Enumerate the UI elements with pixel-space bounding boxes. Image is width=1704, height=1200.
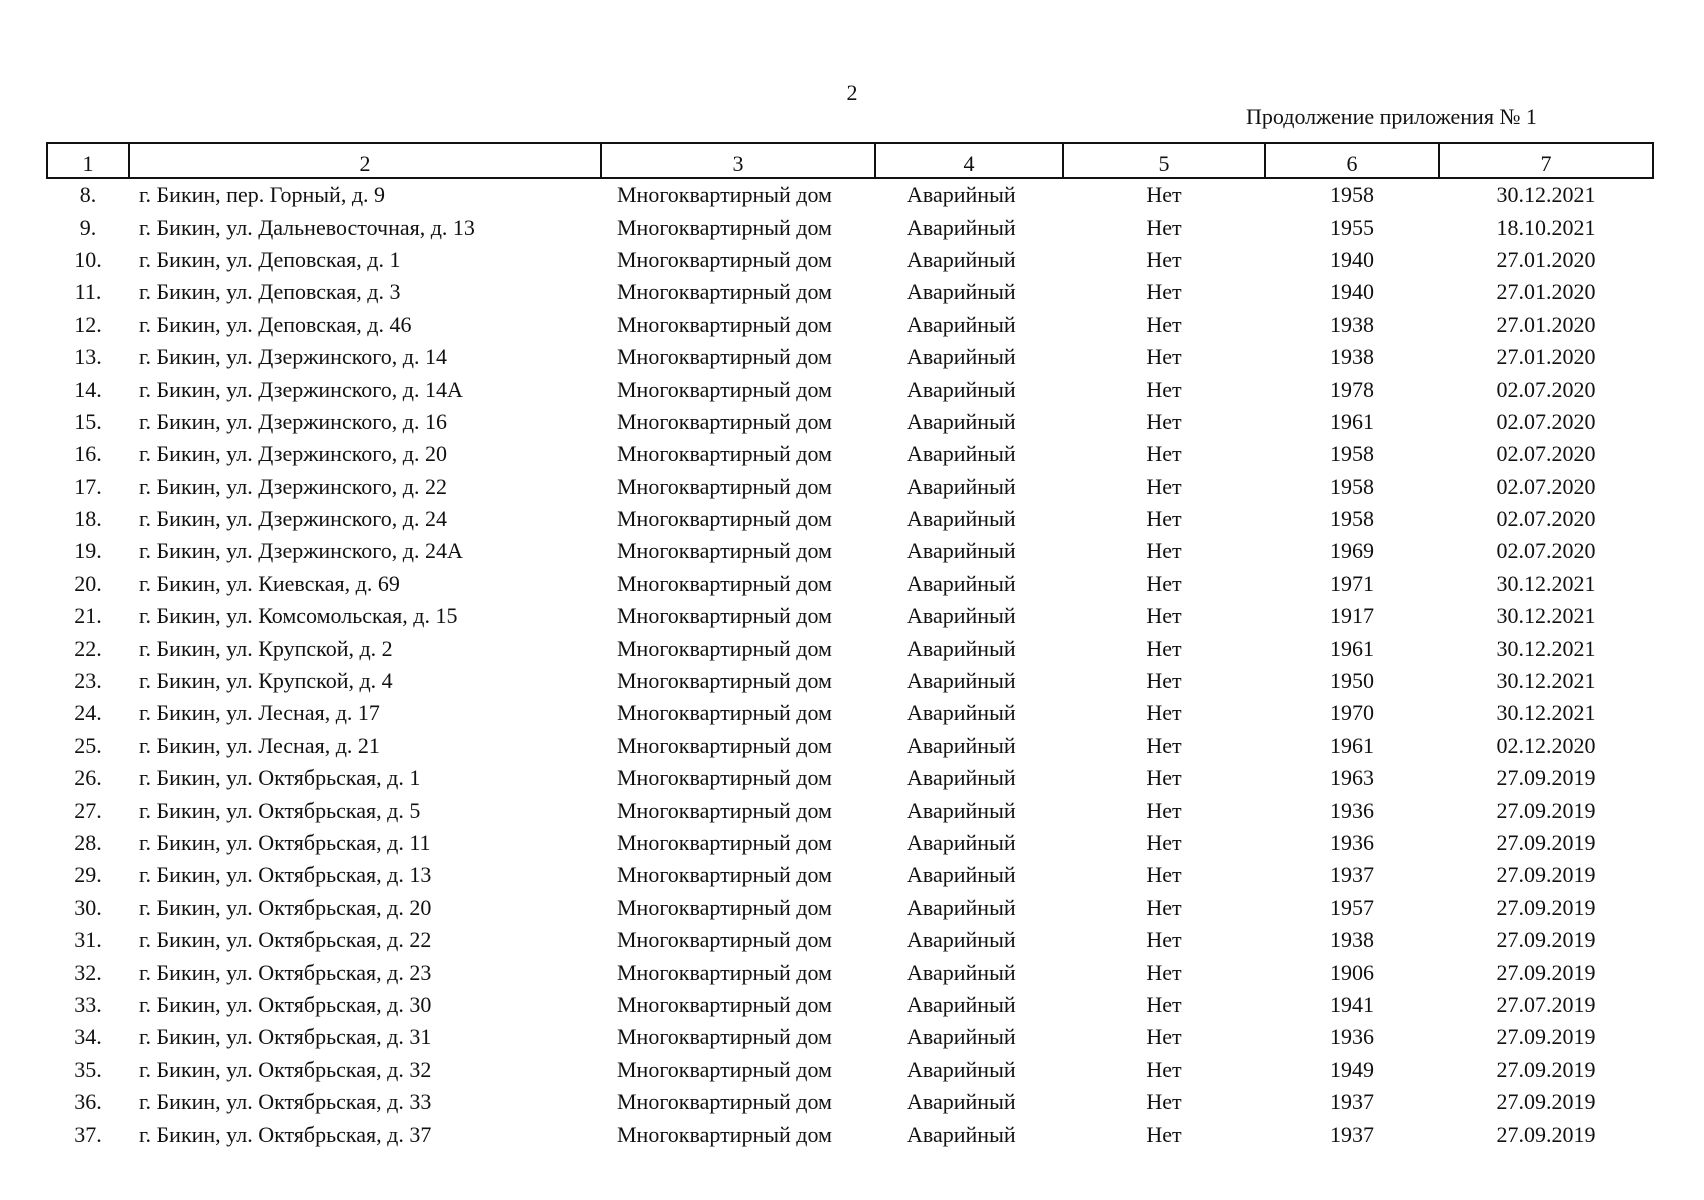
table-row <box>47 341 1653 373</box>
flag-cell: Нет <box>1146 603 1182 629</box>
row-number: 36. <box>74 1089 102 1115</box>
year-cell: 1955 <box>1330 214 1374 240</box>
date-cell: 02.07.2020 <box>1496 376 1596 402</box>
date-cell: 27.01.2020 <box>1496 246 1596 272</box>
flag-cell: Нет <box>1146 376 1182 402</box>
year-cell: 1961 <box>1330 408 1374 434</box>
object-type-cell: Многоквартирный дом <box>617 700 832 726</box>
object-type-cell: Многоквартирный дом <box>617 830 832 855</box>
table-row <box>47 859 1653 891</box>
table-row <box>47 244 1653 276</box>
flag-cell: Нет <box>1146 862 1182 888</box>
condition-cell: Аварийный <box>907 408 1016 434</box>
flag-cell: Нет <box>1146 797 1182 823</box>
year-cell: 1937 <box>1330 1121 1374 1147</box>
flag-cell: Нет <box>1146 570 1182 596</box>
address-cell: г. Бикин, ул. Деповская, д. 46 <box>139 311 412 337</box>
page-number: 2 <box>846 80 858 105</box>
date-cell: 27.09.2019 <box>1496 862 1596 888</box>
date-cell: 27.09.2019 <box>1496 959 1596 985</box>
year-cell: 1963 <box>1330 765 1374 791</box>
flag-cell: Нет <box>1146 279 1182 305</box>
column-header-3: 3 <box>601 143 875 178</box>
address-cell: г. Бикин, ул. Крупской, д. 2 <box>139 635 393 661</box>
address-cell: г. Бикин, ул. Деповская, д. 1 <box>139 246 401 272</box>
object-type-cell: Многоквартирный дом <box>617 182 832 208</box>
object-type-cell: Многоквартирный дом <box>617 506 832 532</box>
address-cell: г. Бикин, ул. Октябрьская, д. 32 <box>139 1056 432 1082</box>
year-cell: 1940 <box>1330 279 1374 305</box>
flag-cell: Нет <box>1146 538 1182 564</box>
object-type-cell: Многоквартирный дом <box>617 1056 832 1082</box>
object-type-cell: Многоквартирный дом <box>617 279 832 305</box>
date-cell: 30.12.2021 <box>1496 635 1596 661</box>
flag-cell: Нет <box>1146 246 1182 272</box>
appendix-continuation-label: Продолжение приложения № 1 <box>1246 104 1537 129</box>
address-cell: г. Бикин, ул. Дзержинского, д. 14 <box>139 344 447 370</box>
year-cell: 1978 <box>1330 376 1374 402</box>
date-cell: 27.09.2019 <box>1496 1056 1596 1082</box>
column-header-5: 5 <box>1063 143 1265 178</box>
object-type-cell: Многоквартирный дом <box>617 732 832 758</box>
row-number: 11. <box>74 279 102 305</box>
date-cell: 27.01.2020 <box>1496 344 1596 370</box>
date-cell: 27.09.2019 <box>1496 1024 1596 1050</box>
table-row <box>47 276 1653 308</box>
flag-cell: Нет <box>1146 182 1182 208</box>
table-row <box>47 373 1653 405</box>
table-row <box>47 924 1653 956</box>
flag-cell: Нет <box>1146 473 1182 499</box>
table-row <box>47 438 1653 470</box>
condition-cell: Аварийный <box>907 311 1016 337</box>
table-row <box>47 762 1653 794</box>
object-type-cell: Многоквартирный дом <box>617 668 832 694</box>
flag-cell: Нет <box>1146 765 1182 791</box>
flag-cell: Нет <box>1146 927 1182 953</box>
date-cell: 30.12.2021 <box>1496 182 1596 208</box>
table-header <box>47 143 1653 178</box>
address-cell: г. Бикин, ул. Крупской, д. 4 <box>139 668 393 694</box>
object-type-cell: Многоквартирный дом <box>617 1024 832 1050</box>
condition-cell: Аварийный <box>907 376 1016 402</box>
address-cell: г. Бикин, ул. Дальневосточная, д. 13 <box>139 214 475 240</box>
object-type-cell: Многоквартирный дом <box>617 1121 832 1147</box>
condition-cell: Аварийный <box>907 700 1016 726</box>
year-cell: 1937 <box>1330 862 1374 888</box>
year-cell: 1958 <box>1330 441 1374 467</box>
date-cell: 02.07.2020 <box>1496 441 1596 467</box>
row-number: 13. <box>74 344 102 370</box>
address-cell: г. Бикин, ул. Дзержинского, д. 22 <box>139 473 447 499</box>
flag-cell: Нет <box>1146 1121 1182 1147</box>
table-row <box>47 1054 1653 1086</box>
flag-cell: Нет <box>1146 668 1182 694</box>
date-cell: 30.12.2021 <box>1496 700 1596 726</box>
row-number: 24. <box>74 700 102 726</box>
year-cell: 1950 <box>1330 668 1374 694</box>
row-number: 15. <box>74 408 102 434</box>
table-row <box>47 632 1653 664</box>
row-number: 19. <box>74 538 102 564</box>
flag-cell: Нет <box>1146 408 1182 434</box>
row-number: 30. <box>74 894 102 920</box>
row-number: 18. <box>74 506 102 532</box>
year-cell: 1938 <box>1330 927 1374 953</box>
flag-cell: Нет <box>1146 506 1182 532</box>
condition-cell: Аварийный <box>907 279 1016 305</box>
condition-cell: Аварийный <box>907 732 1016 758</box>
condition-cell: Аварийный <box>907 830 1016 855</box>
object-type-cell: Многоквартирный дом <box>617 797 832 823</box>
date-cell: 27.09.2019 <box>1496 797 1596 823</box>
row-number: 34. <box>74 1024 102 1050</box>
condition-cell: Аварийный <box>907 991 1016 1017</box>
table-row <box>47 1086 1653 1118</box>
flag-cell: Нет <box>1146 1056 1182 1082</box>
row-number: 35. <box>74 1056 102 1082</box>
table-row <box>47 1118 1653 1150</box>
flag-cell: Нет <box>1146 311 1182 337</box>
flag-cell: Нет <box>1146 635 1182 661</box>
condition-cell: Аварийный <box>907 182 1016 208</box>
object-type-cell: Многоквартирный дом <box>617 927 832 953</box>
address-cell: г. Бикин, ул. Октябрьская, д. 23 <box>139 959 432 985</box>
condition-cell: Аварийный <box>907 927 1016 953</box>
flag-cell: Нет <box>1146 441 1182 467</box>
row-number: 22. <box>74 635 102 661</box>
row-number: 16. <box>74 441 102 467</box>
date-cell: 02.07.2020 <box>1496 538 1596 564</box>
flag-cell: Нет <box>1146 959 1182 985</box>
condition-cell: Аварийный <box>907 635 1016 661</box>
object-type-cell: Многоквартирный дом <box>617 376 832 402</box>
year-cell: 1969 <box>1330 538 1374 564</box>
flag-cell: Нет <box>1146 894 1182 920</box>
year-cell: 1936 <box>1330 1024 1374 1050</box>
houses-table-container <box>46 142 1652 1151</box>
object-type-cell: Многоквартирный дом <box>617 635 832 661</box>
date-cell: 27.09.2019 <box>1496 830 1596 855</box>
table-row <box>47 794 1653 826</box>
object-type-cell: Многоквартирный дом <box>617 473 832 499</box>
date-cell: 02.07.2020 <box>1496 408 1596 434</box>
address-cell: г. Бикин, ул. Октябрьская, д. 13 <box>139 862 432 888</box>
table-body <box>47 178 1653 1151</box>
condition-cell: Аварийный <box>907 506 1016 532</box>
year-cell: 1958 <box>1330 473 1374 499</box>
row-number: 37. <box>74 1121 102 1147</box>
year-cell: 1906 <box>1330 959 1374 985</box>
row-number: 27. <box>74 797 102 823</box>
table-row <box>47 471 1653 503</box>
address-cell: г. Бикин, пер. Горный, д. 9 <box>139 182 386 208</box>
condition-cell: Аварийный <box>907 765 1016 791</box>
date-cell: 02.12.2020 <box>1496 732 1596 758</box>
row-number: 31. <box>74 927 102 953</box>
address-cell: г. Бикин, ул. Дзержинского, д. 20 <box>139 441 447 467</box>
year-cell: 1936 <box>1330 797 1374 823</box>
date-cell: 27.09.2019 <box>1496 765 1596 791</box>
year-cell: 1917 <box>1330 603 1374 629</box>
table-row <box>47 697 1653 729</box>
address-cell: г. Бикин, ул. Деповская, д. 3 <box>139 279 401 305</box>
year-cell: 1936 <box>1330 830 1374 855</box>
date-cell: 30.12.2021 <box>1496 603 1596 629</box>
condition-cell: Аварийный <box>907 1089 1016 1115</box>
date-cell: 27.09.2019 <box>1496 1121 1596 1147</box>
object-type-cell: Многоквартирный дом <box>617 408 832 434</box>
object-type-cell: Многоквартирный дом <box>617 214 832 240</box>
object-type-cell: Многоквартирный дом <box>617 765 832 791</box>
row-number: 9. <box>79 214 97 240</box>
row-number: 32. <box>74 959 102 985</box>
address-cell: г. Бикин, ул. Комсомольская, д. 15 <box>139 603 458 629</box>
column-header-1: 1 <box>47 143 129 178</box>
table-row <box>47 892 1653 924</box>
table-row <box>47 1021 1653 1053</box>
year-cell: 1957 <box>1330 894 1374 920</box>
date-cell: 27.09.2019 <box>1496 894 1596 920</box>
year-cell: 1971 <box>1330 570 1374 596</box>
table-row <box>47 956 1653 988</box>
flag-cell: Нет <box>1146 344 1182 370</box>
flag-cell: Нет <box>1146 830 1182 855</box>
column-header-4: 4 <box>875 143 1063 178</box>
address-cell: г. Бикин, ул. Дзержинского, д. 14А <box>139 376 463 402</box>
address-cell: г. Бикин, ул. Дзержинского, д. 16 <box>139 408 447 434</box>
row-number: 26. <box>74 765 102 791</box>
row-number: 17. <box>74 473 102 499</box>
table-row <box>47 406 1653 438</box>
header-row <box>47 143 1653 178</box>
row-number: 29. <box>74 862 102 888</box>
date-cell: 27.01.2020 <box>1496 279 1596 305</box>
table-row <box>47 568 1653 600</box>
row-number: 33. <box>74 991 102 1017</box>
year-cell: 1937 <box>1330 1089 1374 1115</box>
object-type-cell: Многоквартирный дом <box>617 894 832 920</box>
object-type-cell: Многоквартирный дом <box>617 1089 832 1115</box>
year-cell: 1938 <box>1330 311 1374 337</box>
table-row <box>47 600 1653 632</box>
condition-cell: Аварийный <box>907 1121 1016 1147</box>
table-row <box>47 827 1653 859</box>
object-type-cell: Многоквартирный дом <box>617 959 832 985</box>
object-type-cell: Многоквартирный дом <box>617 538 832 564</box>
address-cell: г. Бикин, ул. Октябрьская, д. 11 <box>139 830 431 855</box>
condition-cell: Аварийный <box>907 603 1016 629</box>
condition-cell: Аварийный <box>907 862 1016 888</box>
table-row <box>47 503 1653 535</box>
condition-cell: Аварийный <box>907 441 1016 467</box>
table-row <box>47 989 1653 1021</box>
date-cell: 27.07.2019 <box>1496 991 1596 1017</box>
year-cell: 1938 <box>1330 344 1374 370</box>
address-cell: г. Бикин, ул. Киевская, д. 69 <box>139 570 400 596</box>
row-number: 8. <box>79 182 97 208</box>
row-number: 12. <box>74 311 102 337</box>
address-cell: г. Бикин, ул. Дзержинского, д. 24А <box>139 538 463 564</box>
year-cell: 1961 <box>1330 732 1374 758</box>
year-cell: 1961 <box>1330 635 1374 661</box>
date-cell: 02.07.2020 <box>1496 506 1596 532</box>
row-number: 25. <box>74 732 102 758</box>
table-row <box>47 535 1653 567</box>
column-header-2: 2 <box>129 143 601 178</box>
date-cell: 27.09.2019 <box>1496 927 1596 953</box>
condition-cell: Аварийный <box>907 473 1016 499</box>
year-cell: 1958 <box>1330 506 1374 532</box>
object-type-cell: Многоквартирный дом <box>617 246 832 272</box>
date-cell: 30.12.2021 <box>1496 570 1596 596</box>
object-type-cell: Многоквартирный дом <box>617 344 832 370</box>
table-row <box>47 730 1653 762</box>
condition-cell: Аварийный <box>907 797 1016 823</box>
condition-cell: Аварийный <box>907 668 1016 694</box>
column-header-6: 6 <box>1265 143 1439 178</box>
date-cell: 30.12.2021 <box>1496 668 1596 694</box>
condition-cell: Аварийный <box>907 538 1016 564</box>
houses-table <box>46 142 1654 1151</box>
object-type-cell: Многоквартирный дом <box>617 311 832 337</box>
address-cell: г. Бикин, ул. Октябрьская, д. 37 <box>139 1121 432 1147</box>
row-number: 10. <box>74 246 102 272</box>
flag-cell: Нет <box>1146 732 1182 758</box>
table-row <box>47 178 1653 211</box>
condition-cell: Аварийный <box>907 246 1016 272</box>
condition-cell: Аварийный <box>907 894 1016 920</box>
address-cell: г. Бикин, ул. Лесная, д. 17 <box>139 700 380 726</box>
object-type-cell: Многоквартирный дом <box>617 441 832 467</box>
column-header-7: 7 <box>1439 143 1653 178</box>
row-number: 21. <box>74 603 102 629</box>
address-cell: г. Бикин, ул. Дзержинского, д. 24 <box>139 506 447 532</box>
condition-cell: Аварийный <box>907 214 1016 240</box>
row-number: 23. <box>74 668 102 694</box>
address-cell: г. Бикин, ул. Октябрьская, д. 5 <box>139 797 421 823</box>
flag-cell: Нет <box>1146 700 1182 726</box>
date-cell: 02.07.2020 <box>1496 473 1596 499</box>
condition-cell: Аварийный <box>907 1056 1016 1082</box>
address-cell: г. Бикин, ул. Октябрьская, д. 33 <box>139 1089 432 1115</box>
address-cell: г. Бикин, ул. Лесная, д. 21 <box>139 732 380 758</box>
flag-cell: Нет <box>1146 991 1182 1017</box>
table-row <box>47 309 1653 341</box>
condition-cell: Аварийный <box>907 1024 1016 1050</box>
flag-cell: Нет <box>1146 1089 1182 1115</box>
address-cell: г. Бикин, ул. Октябрьская, д. 1 <box>139 765 421 791</box>
condition-cell: Аварийный <box>907 570 1016 596</box>
row-number: 14. <box>74 376 102 402</box>
address-cell: г. Бикин, ул. Октябрьская, д. 31 <box>139 1024 432 1050</box>
table-row <box>47 665 1653 697</box>
date-cell: 18.10.2021 <box>1496 214 1596 240</box>
row-number: 20. <box>74 570 102 596</box>
object-type-cell: Многоквартирный дом <box>617 603 832 629</box>
year-cell: 1941 <box>1330 991 1374 1017</box>
condition-cell: Аварийный <box>907 344 1016 370</box>
year-cell: 1958 <box>1330 182 1374 208</box>
address-cell: г. Бикин, ул. Октябрьская, д. 20 <box>139 894 432 920</box>
address-cell: г. Бикин, ул. Октябрьская, д. 22 <box>139 927 432 953</box>
table-row <box>47 211 1653 243</box>
year-cell: 1940 <box>1330 246 1374 272</box>
year-cell: 1970 <box>1330 700 1374 726</box>
object-type-cell: Многоквартирный дом <box>617 991 832 1017</box>
address-cell: г. Бикин, ул. Октябрьская, д. 30 <box>139 991 432 1017</box>
date-cell: 27.09.2019 <box>1496 1089 1596 1115</box>
date-cell: 27.01.2020 <box>1496 311 1596 337</box>
object-type-cell: Многоквартирный дом <box>617 862 832 888</box>
flag-cell: Нет <box>1146 1024 1182 1050</box>
object-type-cell: Многоквартирный дом <box>617 570 832 596</box>
condition-cell: Аварийный <box>907 959 1016 985</box>
flag-cell: Нет <box>1146 214 1182 240</box>
year-cell: 1949 <box>1330 1056 1374 1082</box>
row-number: 28. <box>74 830 102 855</box>
